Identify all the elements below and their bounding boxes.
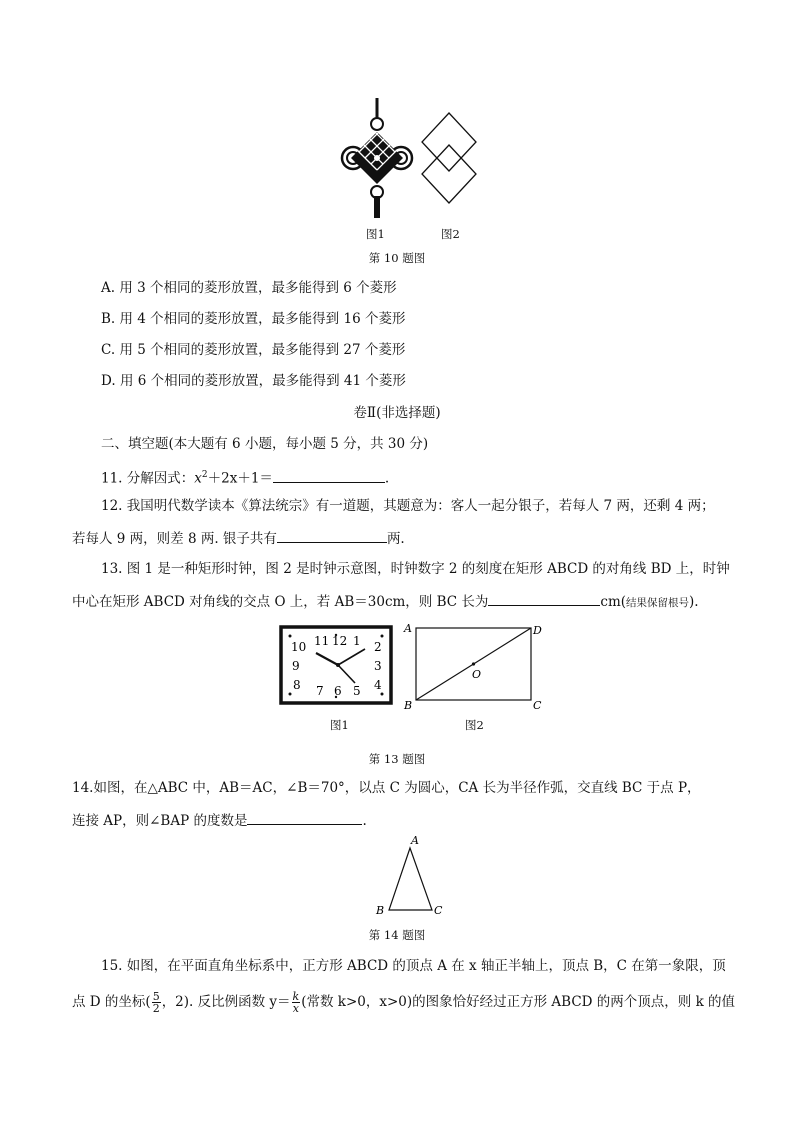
answer-blank[interactable] xyxy=(273,468,385,483)
clock-number: 1 xyxy=(353,634,361,648)
question-13-line-2: 中心在矩形 ABCD 对角线的交点 O 上，若 AB＝30cm，则 BC 长为 cm(结果保留根号). xyxy=(72,591,699,612)
clock-second-hand xyxy=(338,665,355,683)
clock-number: 4 xyxy=(374,678,382,692)
question-15-line-2: 点 D 的坐标( $\frac{5}{2}$ ，2). 反比例函数 y＝ $\frac{k}{x}$ (常数 k>0，x>0)的图象恰好经过正方形 ABCD 的两个顶点，则 k 的值 xyxy=(72,990,736,1015)
clock-number: 8 xyxy=(293,678,301,692)
point-label-b: B xyxy=(376,904,385,917)
option-text: 用 6 个相同的菱形放置，最多能得到 41 个菱形 xyxy=(119,373,406,389)
fraction-five-halves: $\frac{5}{2}$ xyxy=(152,990,160,1015)
clock-number: 5 xyxy=(353,684,361,698)
fraction-k-over-x: $\frac{k}{x}$ xyxy=(292,990,300,1015)
clock-number: 7 xyxy=(316,684,324,698)
fig14-caption: 第 14 题图 xyxy=(368,928,426,942)
fig13-label-2: 图2 xyxy=(465,718,484,732)
option-c xyxy=(101,341,405,359)
option-text: 用 4 个相同的菱形放置，最多能得到 16 个菱形 xyxy=(119,311,406,327)
question-14-line-2: 连接 AP，则∠BAP 的度数是 . xyxy=(72,810,367,830)
option-text: 用 5 个相同的菱形放置，最多能得到 27 个菱形 xyxy=(119,342,406,358)
point-label-a: A xyxy=(411,834,419,847)
point-label-a: A xyxy=(404,622,412,635)
clock-number: 3 xyxy=(374,659,382,673)
fig13-label-1: 图1 xyxy=(330,718,349,732)
option-a xyxy=(101,279,397,297)
question-14-line-1: 14.如图，在△ABC 中，AB＝AC，∠B＝70°，以点 C 为圆心，CA 长为半径作弧，交直线 BC 于点 P， xyxy=(72,780,701,796)
point-label-b: B xyxy=(404,699,413,712)
option-letter: C. xyxy=(101,342,116,358)
option-text: 用 3 个相同的菱形放置，最多能得到 6 个菱形 xyxy=(119,280,397,296)
option-letter: D. xyxy=(101,373,116,389)
point-label-d: D xyxy=(533,624,542,637)
option-letter: B. xyxy=(101,311,116,327)
clock-minute-hand xyxy=(338,649,365,665)
answer-blank[interactable] xyxy=(488,591,600,606)
section-2-title: 卷Ⅱ(非选择题) xyxy=(353,405,441,421)
answer-blank[interactable] xyxy=(277,528,387,543)
question-12-line-2: 若每人 9 两，则差 8 两. 银子共有 两. xyxy=(72,528,405,548)
fig10-caption: 第 10 题图 xyxy=(368,251,426,265)
option-b xyxy=(101,310,405,328)
rectangular-clock-figure xyxy=(279,625,393,705)
point-label-o: O xyxy=(472,668,482,681)
fig10-label-1: 图1 xyxy=(366,227,385,241)
fig10-label-2: 图2 xyxy=(441,227,460,241)
clock-number: 6 xyxy=(334,684,342,698)
answer-blank[interactable] xyxy=(247,810,362,825)
clock-hour-hand xyxy=(316,653,338,665)
point-label-c: C xyxy=(434,904,443,917)
chinese-knot-figure xyxy=(340,96,414,220)
option-letter: A. xyxy=(101,280,116,296)
part-2-header: 二、填空题(本大题有 6 小题，每小题 5 分，共 30 分) xyxy=(101,436,429,452)
clock-number: 9 xyxy=(292,659,300,673)
option-d xyxy=(101,372,406,390)
triangle-abc-figure xyxy=(372,830,448,920)
fig13-caption: 第 13 题图 xyxy=(368,752,426,766)
question-13-line-1: 13. 图 1 是一种矩形时钟，图 2 是时钟示意图，时钟数字 2 的刻度在矩形 ABCD 的对角线 BD 上，时钟 xyxy=(101,561,730,577)
question-15-line-1: 15. 如图，在平面直角坐标系中，正方形 ABCD 的顶点 A 在 x 轴正半轴上，顶点 B，C 在第一象限，顶 xyxy=(101,958,726,974)
clock-number: 2 xyxy=(374,640,382,654)
clock-number: 10 xyxy=(291,640,307,654)
overlapping-rhombi-figure xyxy=(418,110,480,206)
clock-number: 12 xyxy=(332,634,348,648)
rectangle-abcd-figure xyxy=(400,620,550,712)
clock-number: 11 xyxy=(314,634,330,648)
point-label-c: C xyxy=(533,699,542,712)
question-12-line-1: 12. 我国明代数学读本《算法统宗》有一道题，其题意为：客人一起分银子，若每人 7 两，还剩 4 两； xyxy=(101,498,715,514)
question-11: 11. 分解因式：$x^2+2x+1=$ . xyxy=(101,466,389,488)
